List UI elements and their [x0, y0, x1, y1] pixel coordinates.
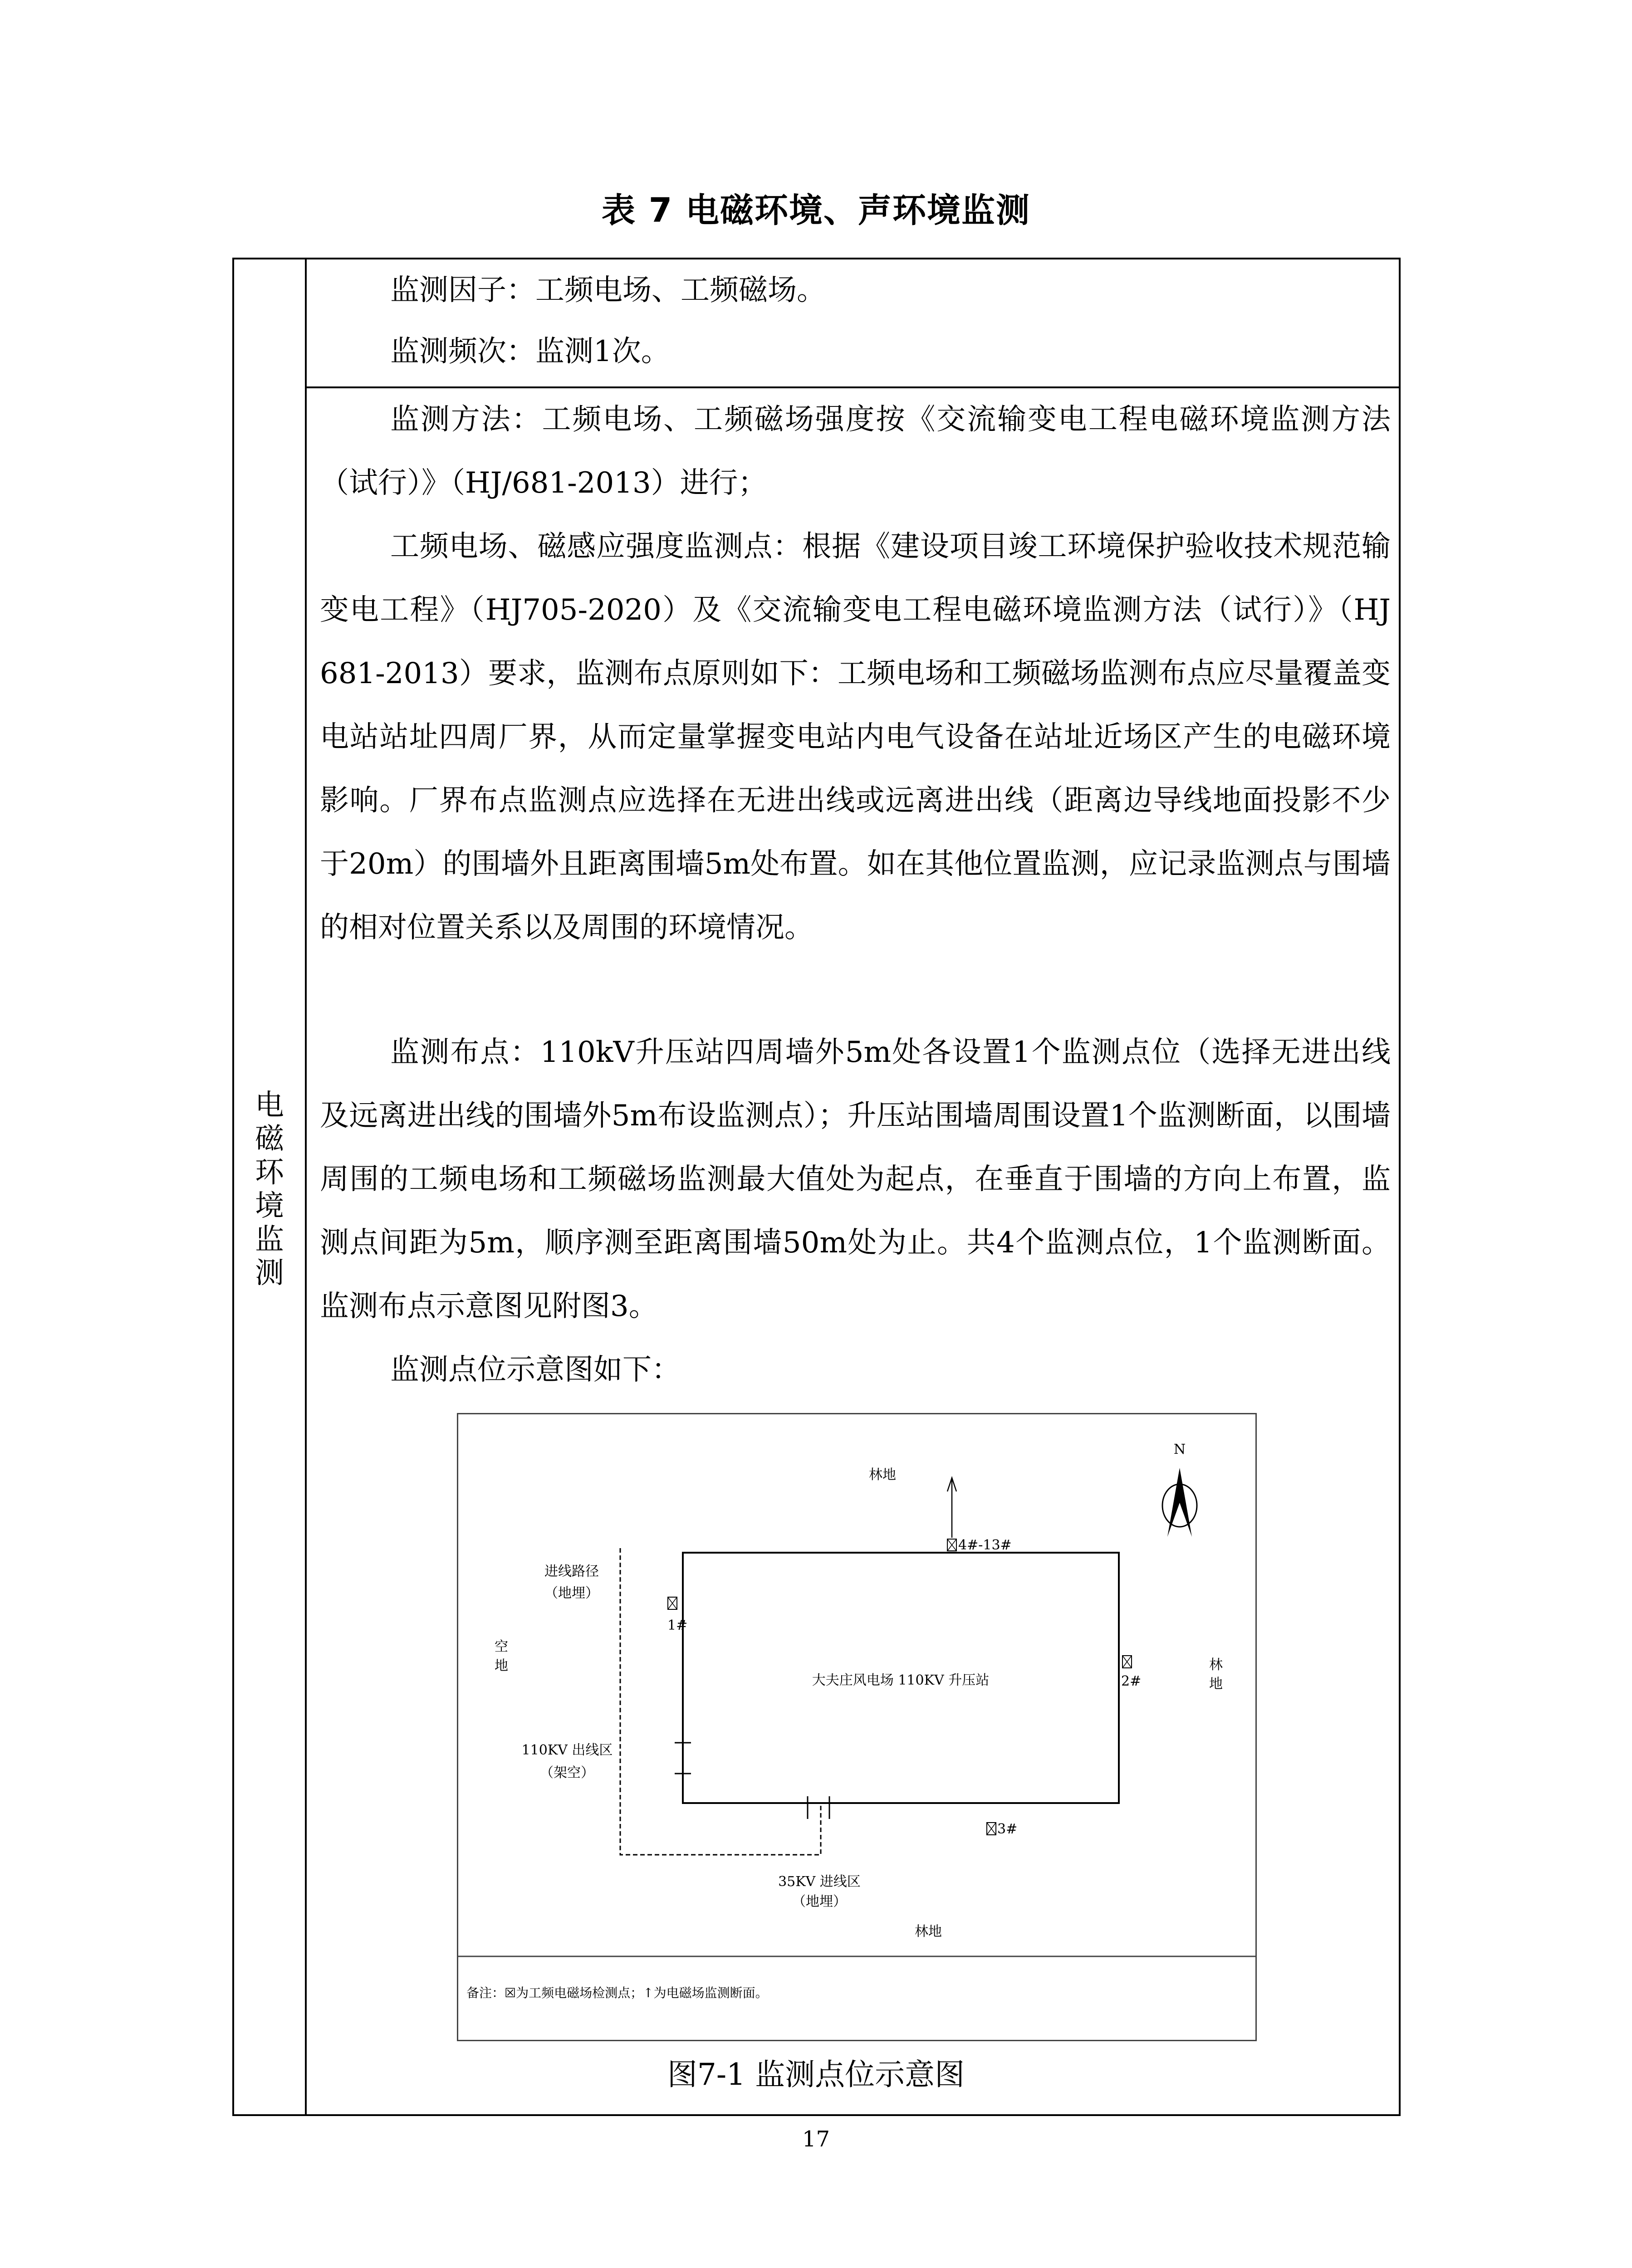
- cable-route-dashed: [620, 1548, 821, 1855]
- point-2-label: 2#: [1121, 1673, 1142, 1689]
- side-label-em-monitoring: [234, 1089, 305, 1290]
- north-arrow-icon: [1162, 1468, 1197, 1537]
- side-label-char: 监: [255, 1223, 284, 1256]
- table-title: 表 7 电磁环境、声环境监测: [601, 191, 1030, 230]
- point-4-13-label: 4#-13#: [958, 1537, 1012, 1553]
- monitoring-method: 监测方法：工频电场、工频磁场强度按《交流输变电工程电磁环境监测方法（试行）》（HJ/681-2013）进行；: [320, 403, 1391, 500]
- outline-110kv-label-2: （架空）: [540, 1765, 594, 1781]
- inline-35kv-label-2: （地埋）: [792, 1894, 847, 1910]
- substation-label: 大夫庄风电场 110KV 升压站: [812, 1672, 990, 1688]
- diagram-canvas: [458, 1414, 1255, 2040]
- side-label-char: 电: [255, 1089, 284, 1122]
- monitoring-points-basis: 工频电场、磁感应强度监测点：根据《建设项目竣工环境保护验收技术规范输变电工程》（HJ705-2020）及《交流输变电工程电磁环境监测方法（试行）》（HJ 681-2013）要求，监测布点原则如下：工频电场和工频磁场监测布点应尽量覆盖变电站站址四周厂界，从而定量掌握变电站内电气设备在站址近场区产生的电磁环境影响。厂界布点监测点应选择在无进出线或远离进出线（距离边导线地面投影不少于20m）的围墙外且距离围墙5m处布置。如在其他位置监测，应记录监测点与围墙的相对位置关系以及周围的环境情况。: [320, 530, 1391, 944]
- monitoring-frequency: 监测频次：监测1次。: [390, 335, 670, 368]
- figure-caption: 图7-1 监测点位示意图: [667, 2057, 965, 2092]
- outline-110kv-label-1: 110KV 出线区: [521, 1742, 613, 1758]
- monitoring-layout: 监测布点：110kV升压站四周墙外5m处各设置1个监测点位（选择无进出线及远离进出线的围墙外5m布设监测点）；升压站围墙周围设置1个监测断面，以围墙周围的工频电场和工频磁场监测最大值处为起点，在垂直于围墙的方向上布置，监测点间距为5m，顺序测至距离围墙50m处为止。共4个监测点位，1个监测断面。监测布点示意图见附图3。: [320, 1036, 1391, 1323]
- diagram-intro: 监测点位示意图如下：: [390, 1353, 681, 1387]
- column-divider: [305, 258, 307, 2116]
- inline-route-label-2: （地埋）: [544, 1585, 599, 1601]
- forest-south-label: 林地: [915, 1924, 942, 1940]
- side-label-char: 测: [255, 1256, 284, 1290]
- point-2-marker: [1122, 1656, 1132, 1668]
- open-land-label-1: 空: [495, 1639, 508, 1655]
- side-label-char: 境: [255, 1189, 284, 1223]
- inline-route-label-1: 进线路径: [544, 1564, 599, 1579]
- point-3-label: 3#: [997, 1821, 1018, 1837]
- monitoring-point-diagram: [457, 1413, 1257, 2041]
- page-number: 17: [802, 2126, 830, 2152]
- point-1-label: 1#: [667, 1618, 688, 1633]
- north-label: N: [1173, 1442, 1186, 1457]
- point-4-13-marker: [947, 1539, 956, 1551]
- point-3-marker: [987, 1823, 996, 1835]
- diagram-remark: 备注：☒为工频电磁场检测点；↑为电磁场监测断面。: [466, 1985, 768, 2000]
- side-label-char: 磁: [255, 1122, 284, 1156]
- forest-east-label-2: 地: [1209, 1676, 1223, 1692]
- forest-east-label-1: 林: [1209, 1657, 1223, 1673]
- inline-35kv-label-1: 35KV 进线区: [778, 1874, 861, 1890]
- point-1-marker: [668, 1597, 677, 1609]
- open-land-label-2: 地: [495, 1658, 508, 1674]
- forest-north-label: 林地: [869, 1467, 896, 1483]
- monitoring-factor: 监测因子：工频电场、工频磁场。: [390, 274, 826, 307]
- side-label-char: 环: [255, 1156, 284, 1189]
